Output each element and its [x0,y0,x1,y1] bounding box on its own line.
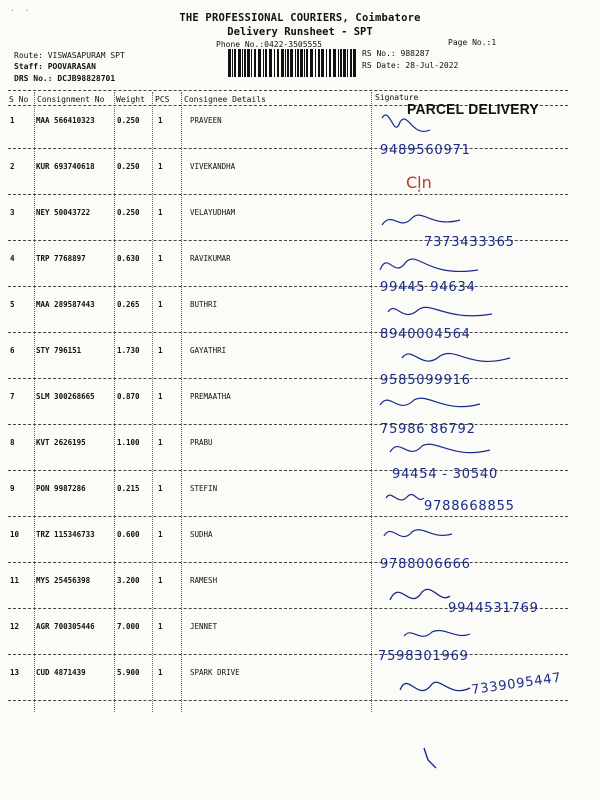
barcode-bar [347,49,348,77]
signature-scribble [388,307,492,315]
row-consignment-no: KUR 693740618 [36,162,95,171]
row-sno: 2 [10,162,15,171]
row-weight: 0.630 [117,254,140,263]
col-weight-header: Weight [116,95,145,104]
row-consignee: RAVIKUMAR [190,254,231,263]
row-consignment-no: TRZ 115346733 [36,530,95,539]
barcode-bar [247,49,250,77]
row-weight: 1.730 [117,346,140,355]
barcode-bar [254,49,256,77]
barcode-bar [338,49,339,77]
col-divider [34,92,35,712]
row-sno: 1 [10,116,15,125]
barcode-bar [281,49,284,77]
row-consignment-no: AGR 700305446 [36,622,95,631]
row-separator [8,700,568,701]
row-consignee: PRAVEEN [190,116,222,125]
barcode-bar [234,49,236,77]
row-consignment-no: PON 9987286 [36,484,86,493]
row-separator [8,424,568,425]
row-pcs: 1 [158,300,163,309]
row-weight: 0.265 [117,300,140,309]
row-consignment-no: STY 796151 [36,346,82,355]
handwritten-phone: 94454 - 30540 [392,467,499,482]
barcode-bar [315,49,316,77]
barcode-bar [265,49,267,77]
document-subtitle: Delivery Runsheet - SPT [227,26,373,38]
document-title: THE PROFESSIONAL COURIERS, Coimbatore [179,12,421,24]
barcode-bar [310,49,313,77]
row-consignment-no: MAA 289587443 [36,300,95,309]
barcode-bar [242,49,243,77]
page-number: Page No.:1 [448,38,497,47]
row-pcs: 1 [158,162,163,171]
col-divider [152,92,153,712]
row-sno: 5 [10,300,15,309]
barcode-bar [333,49,336,77]
signature-scribble [386,494,424,499]
row-consignee: JENNET [190,622,218,631]
handwritten-phone: 9788668855 [424,499,515,514]
row-separator [8,286,568,287]
barcode-bar [326,49,327,77]
row-separator [8,332,568,333]
handwritten-phone: 99445 94634 [380,280,476,295]
row-separator [8,608,568,609]
barcode-bar [343,49,346,77]
handwritten-mark: Cļn [406,173,432,192]
row-separator [8,378,568,379]
drs-number: DRS No.: DCJB98828701 [14,74,116,83]
row-separator [8,470,568,471]
staff-label: Staff: POOVARASAN [14,62,96,71]
row-consignee: BUTHRI [190,300,218,309]
row-consignment-no: CUD 4871439 [36,668,86,677]
row-sno: 8 [10,438,15,447]
row-pcs: 1 [158,484,163,493]
row-pcs: 1 [158,392,163,401]
signature-scribble [390,444,490,452]
handwritten-phone: 7373433365 [424,235,515,250]
parcel-delivery-stamp: PARCEL DELIVERY [407,101,539,118]
signature-scribble [380,398,480,406]
scan-specks: · · [10,6,30,15]
row-consignee: VIVEKANDHA [190,162,236,171]
handwritten-phone: 9944531769 [448,601,539,616]
phone-number: Phone No.:0422-3505555 [216,40,322,49]
col-signature-header: Signature [375,93,419,102]
barcode-bar [353,49,356,77]
col-divider [114,92,115,712]
barcode-bar [306,49,308,77]
row-sno: 11 [10,576,20,585]
row-pcs: 1 [158,116,163,125]
row-sno: 7 [10,392,15,401]
row-sno: 6 [10,346,15,355]
handwritten-phone: 9585099916 [380,373,471,388]
row-pcs: 1 [158,208,163,217]
row-separator [8,194,568,195]
row-consignee: GAYATHRI [190,346,227,355]
route-label: Route: VISWASAPURAM SPT [14,51,125,60]
row-separator [8,240,568,241]
header-top-rule [8,90,568,91]
row-pcs: 1 [158,530,163,539]
row-consignee: RAMESH [190,576,218,585]
barcode-bar [340,49,342,77]
row-weight: 0.250 [117,116,140,125]
row-pcs: 1 [158,254,163,263]
row-consignment-no: MAA 566410323 [36,116,95,125]
handwritten-phone: 7598301969 [378,649,469,664]
row-sno: 9 [10,484,15,493]
row-consignee: PREMAATHA [190,392,231,401]
signature-scribble [382,215,460,225]
signature-scribble [400,682,470,690]
row-weight: 7.000 [117,622,140,631]
signature-scribble [404,630,470,636]
barcode-bar [277,49,279,77]
rs-number: RS No.: 988287 [362,49,430,58]
barcode-bar [287,49,289,77]
row-pcs: 1 [158,346,163,355]
signature-scribble [390,589,450,600]
barcode-bar [318,49,320,77]
stray-pen-mark [424,748,436,768]
barcode-bar [285,49,286,77]
barcode-bar [300,49,303,77]
signature-scribble [384,530,452,537]
row-separator [8,148,568,149]
row-weight: 0.600 [117,530,140,539]
col-consignment-header: Consignment No [37,95,105,104]
barcode-bar [295,49,296,77]
signature-scribble [380,259,478,271]
col-pcs-header: PCS [155,95,170,104]
col-divider [181,92,182,712]
row-consignee: STEFIN [190,484,218,493]
row-consignment-no: TRP 7768897 [36,254,86,263]
barcode-bar [297,49,299,77]
row-consignee: SUDHA [190,530,213,539]
barcode-bar [269,49,272,77]
row-weight: 3.200 [117,576,140,585]
row-sno: 10 [10,530,20,539]
rs-date: RS Date: 28-Jul-2022 [362,61,459,70]
barcode-image [228,49,356,77]
row-sno: 13 [10,668,20,677]
barcode-bar [251,49,252,77]
row-pcs: 1 [158,668,163,677]
barcode-bar [232,49,233,77]
barcode-bar [238,49,241,77]
row-sno: 12 [10,622,20,631]
row-consignment-no: KVT 2626195 [36,438,86,447]
row-consignee: PRABU [190,438,213,447]
row-weight: 0.870 [117,392,140,401]
col-sno-header: S No [9,95,29,104]
barcode-bar [228,49,231,77]
row-sno: 4 [10,254,15,263]
col-divider [371,92,372,712]
handwritten-phone: 9489560971 [380,143,471,158]
handwritten-phone: 9788006666 [380,557,471,572]
handwritten-phone: 75986 86792 [380,422,476,437]
row-pcs: 1 [158,438,163,447]
row-weight: 0.215 [117,484,140,493]
barcode-bar [274,49,275,77]
row-consignee: VELAYUDHAM [190,208,236,217]
barcode-bar [258,49,261,77]
col-consignee-header: Consignee Details [184,95,266,104]
row-separator [8,562,568,563]
row-consignment-no: NEY 50043722 [36,208,91,217]
barcode-bar [244,49,246,77]
barcode-bar [329,49,331,77]
handwritten-phone: 8940004564 [380,327,471,342]
row-consignment-no: SLM 300268665 [36,392,95,401]
row-weight: 1.100 [117,438,140,447]
row-sno: 3 [10,208,15,217]
row-consignee: SPARK DRIVE [190,668,240,677]
barcode-bar [263,49,264,77]
row-separator [8,516,568,517]
barcode-bar [304,49,305,77]
row-weight: 5.900 [117,668,140,677]
row-consignment-no: MYS 25456398 [36,576,91,585]
row-weight: 0.250 [117,162,140,171]
signatures-area [360,100,600,800]
barcode-bar [321,49,324,77]
row-pcs: 1 [158,622,163,631]
signature-scribble [402,353,510,361]
handwritten-phone: 7339095447 [470,670,563,698]
row-separator [8,654,568,655]
barcode-bar [290,49,293,77]
row-weight: 0.250 [117,208,140,217]
barcode-bar [350,49,352,77]
row-pcs: 1 [158,576,163,585]
